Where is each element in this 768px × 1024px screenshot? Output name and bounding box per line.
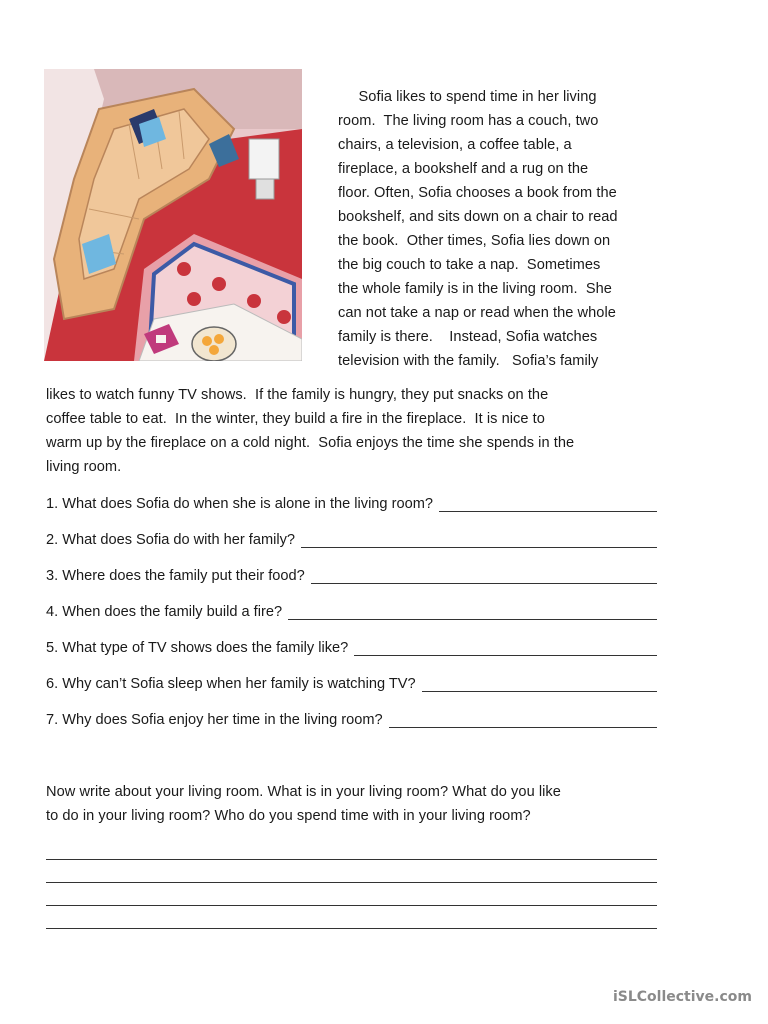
writing-prompt-line-1: Now write about your living room. What is in your living room? What do you like [46,784,561,800]
story-line: room. The living room has a couch, two [338,113,599,129]
answer-line[interactable] [288,619,657,620]
question-item [46,674,416,694]
answer-line[interactable] [422,691,657,692]
story-line: bookshelf, and sits down on a chair to read [338,209,618,225]
question-item [46,602,282,622]
living-room-illustration [44,69,302,361]
question-text: 6. Why can’t Sofia sleep when her family is watching TV? [46,676,416,692]
story-line: Sofia likes to spend time in her living [338,89,597,105]
answer-line[interactable] [354,655,657,656]
question-item [46,710,383,730]
answer-line[interactable] [439,511,657,512]
answer-line[interactable] [311,583,657,584]
writing-line-2[interactable] [46,882,657,883]
answer-line[interactable] [301,547,657,548]
story-line: family is there. Instead, Sofia watches [338,329,598,345]
question-text: 2. What does Sofia do with her family? [46,532,296,548]
question-text: 5. What type of TV shows does the family like? [46,640,349,656]
question-item [46,566,305,586]
story-line: warm up by the fireplace on a cold night. Sofia enjoys the time she spends in the [46,435,575,451]
question-text: 4. When does the family build a fire? [46,604,283,620]
story-line: fireplace, a bookshelf and a rug on the [338,161,589,177]
story-line: chairs, a television, a coffee table, a [338,137,572,153]
story-line: television with the family. Sofia’s family [338,353,599,369]
story-line: coffee table to eat. In the winter, they build a fire in the fireplace. It is nice to [46,411,545,427]
question-item [46,494,433,514]
writing-line-4[interactable] [46,928,657,929]
story-line: the big couch to take a nap. Sometimes [338,257,601,273]
question-text: 1. What does Sofia do when she is alone in the living room? [46,496,433,512]
writing-prompt-line-2: to do in your living room? Who do you spend time with in your living room? [46,808,531,824]
question-item [46,530,295,550]
answer-line[interactable] [389,727,657,728]
writing-line-3[interactable] [46,905,657,906]
story-line: likes to watch funny TV shows. If the family is hungry, they put snacks on the [46,387,549,403]
story-line: the whole family is in the living room. She [338,281,612,297]
question-text: 3. Where does the family put their food? [46,568,305,584]
story-line: the book. Other times, Sofia lies down on [338,233,611,249]
watermark: iSLCollective.com [612,989,752,1005]
story-line: living room. [46,459,122,475]
question-text: 7. Why does Sofia enjoy her time in the living room? [46,712,383,728]
writing-line-1[interactable] [46,859,657,860]
question-item [46,638,348,658]
story-line: can not take a nap or read when the whole [338,305,616,321]
story-line: floor. Often, Sofia chooses a book from the [338,185,617,201]
